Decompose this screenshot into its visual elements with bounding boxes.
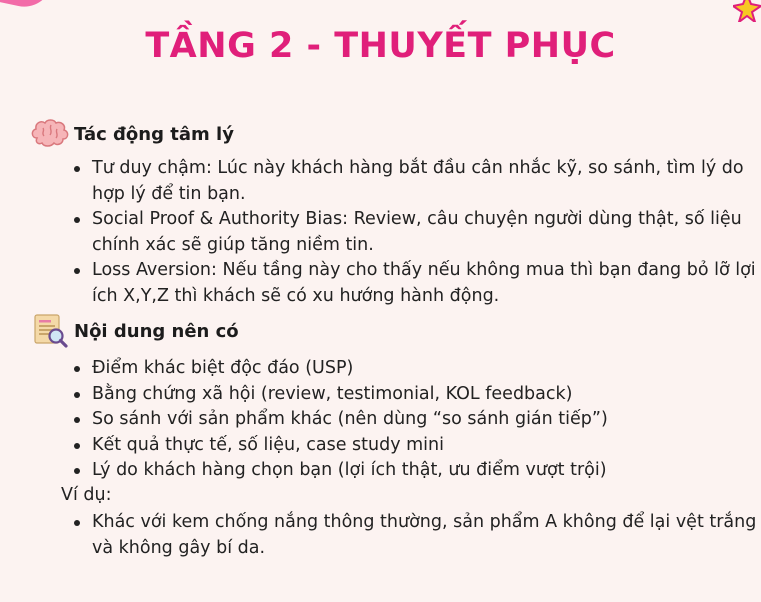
content-bullet-list (0, 356, 761, 484)
psychology-bullet-list (0, 156, 761, 309)
list-item: Bằng chứng xã hội (review, testimonial, KOL feedback) (0, 382, 761, 408)
brain-icon (28, 116, 72, 152)
list-item: So sánh với sản phẩm khác (nên dùng “so sánh gián tiếp”) (0, 407, 761, 433)
section-heading: Tác động tâm lý (74, 123, 234, 145)
example-label: Ví dụ: (61, 485, 112, 505)
page-title: TẦNG 2 - THUYẾT PHỤC (145, 26, 616, 66)
list-item: Điểm khác biệt độc đáo (USP) (0, 356, 761, 382)
section-heading: Nội dung nên có (74, 320, 239, 342)
list-item: Loss Aversion: Nếu tầng này cho thấy nếu không mua thì bạn đang bỏ lỡ lợi ích X,Y,Z thì khách sẽ có xu hướng hành động. (0, 258, 761, 309)
document-search-icon (28, 313, 72, 349)
decorative-star-icon (733, 0, 761, 22)
list-item: Khác với kem chống nắng thông thường, sản phẩm A không để lại vệt trắng và không gây bí da. (0, 510, 761, 561)
decorative-pink-shape (0, 0, 53, 12)
section-header-content (28, 313, 239, 349)
list-item: Lý do khách hàng chọn bạn (lợi ích thật, ưu điểm vượt trội) (0, 458, 761, 484)
example-bullet-list (0, 510, 761, 561)
list-item: Kết quả thực tế, số liệu, case study mini (0, 433, 761, 459)
list-item: Social Proof & Authority Bias: Review, câu chuyện người dùng thật, số liệu chính xác sẽ giúp tăng niềm tin. (0, 207, 761, 258)
list-item: Tư duy chậm: Lúc này khách hàng bắt đầu cân nhắc kỹ, so sánh, tìm lý do hợp lý để tin bạn. (0, 156, 761, 207)
section-header-psychology (28, 116, 234, 152)
